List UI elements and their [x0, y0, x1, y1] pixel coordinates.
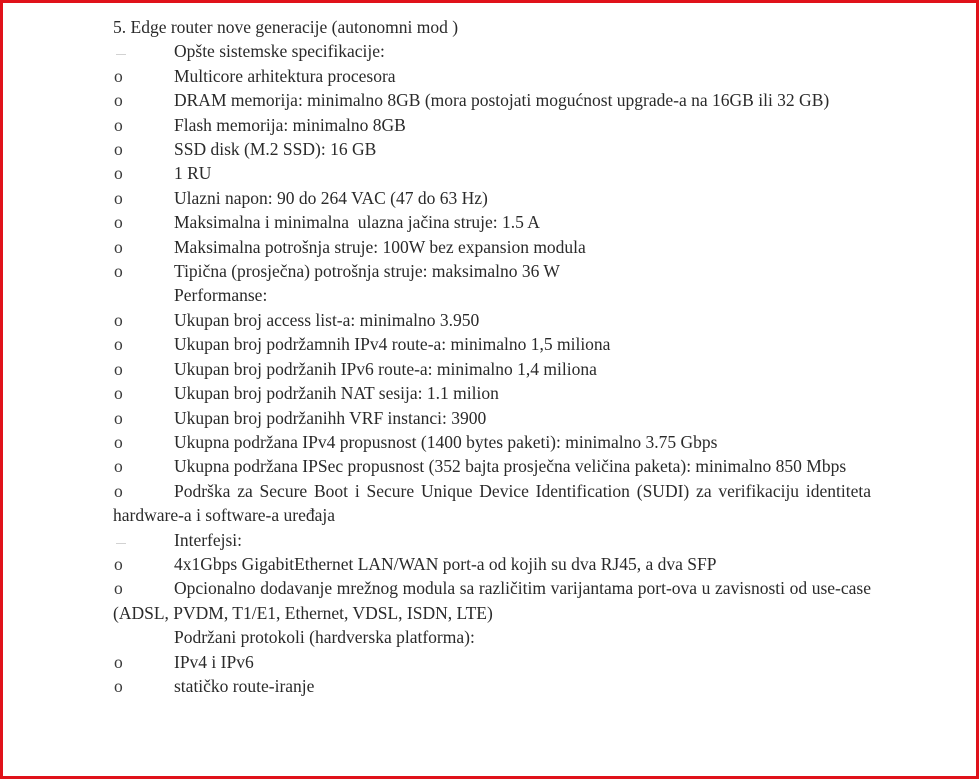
bullet-marker: o — [114, 212, 123, 233]
list-item: o Multicore arhitektura procesora — [113, 64, 871, 88]
section-heading-protocols: Podržani protokoli (hardverska platforma): — [174, 627, 475, 648]
bullet-marker: o — [114, 578, 123, 599]
bullet-marker: o — [114, 407, 123, 428]
list-item: o 4x1Gbps GigabitEthernet LAN/WAN port-a od kojih su dva RJ45, a dva SFP — [113, 552, 871, 576]
bullet-marker: o — [114, 431, 123, 452]
bullet-marker: o — [114, 383, 123, 404]
bullet-marker: o — [114, 114, 123, 135]
bullet-marker: o — [114, 309, 123, 330]
list-item: o Flash memorija: minimalno 8GB — [113, 113, 871, 137]
bullet-marker: o — [114, 553, 123, 574]
list-item: o Opcionalno dodavanje mrežnog modula sa različitim varijantama port-ova u zavisnosti od use-case (ADSL, PVDM, T1/E1, Ethernet, VDSL, ISDN, LTE) — [113, 578, 871, 623]
list-item: o Ukupna podržana IPv4 propusnost (1400 bytes paketi): minimalno 3.75 Gbps — [113, 430, 871, 454]
list-item: o Podrška za Secure Boot i Secure Unique Device Identification (SUDI) za verifikaciju identiteta hardware-a i software-a uređaja — [113, 480, 871, 526]
list-item: o Ukupan broj podržanih NAT sesija: 1.1 milion — [113, 381, 871, 405]
bullet-marker: o — [114, 480, 123, 501]
document-title: 5. Edge router nove generacije (autonomni mod ) — [113, 17, 459, 37]
bullet-marker: o — [114, 651, 123, 672]
section-heading-performance: Performanse: — [174, 285, 268, 306]
list-item: o Ukupan broj podržanih IPv6 route-a: minimalno 1,4 miliona — [113, 357, 871, 381]
list-item: o 1 RU — [113, 161, 871, 185]
list-item: o Ukupan broj podržamnih IPv4 route-a: minimalno 1,5 miliona — [113, 332, 871, 356]
list-item: o DRAM memorija: minimalno 8GB (mora postojati mogućnost upgrade-a na 16GB ili 32 GB) — [113, 88, 871, 112]
section-heading-general-specs: Opšte sistemske specifikacije: — [113, 39, 871, 63]
list-item: o SSD disk (M.2 SSD): 16 GB — [113, 137, 871, 161]
bullet-marker: o — [114, 187, 123, 208]
faint-dash-marker — [116, 543, 126, 544]
bullet-marker: o — [114, 139, 123, 160]
bullet-marker: o — [114, 334, 123, 355]
bullet-marker: o — [114, 90, 123, 111]
section-heading-interfaces: Interfejsi: — [113, 528, 871, 552]
list-item: o statičko route-iranje — [113, 674, 871, 698]
bullet-marker: o — [114, 236, 123, 257]
list-item: o Tipična (prosječna) potrošnja struje: maksimalno 36 W — [113, 259, 871, 283]
bullet-marker: o — [114, 65, 123, 86]
list-item: o Ulazni napon: 90 do 264 VAC (47 do 63 Hz) — [113, 186, 871, 210]
bullet-marker: o — [114, 456, 123, 477]
bullet-marker: o — [114, 675, 123, 696]
list-item: o Maksimalna potrošnja struje: 100W bez expansion modula — [113, 235, 871, 259]
list-item: o Ukupna podržana IPSec propusnost (352 bajta prosječna veličina paketa): minimalno 850 Mbps — [113, 454, 871, 478]
document-body — [113, 15, 871, 698]
list-item: o Maksimalna i minimalna ulazna jačina struje: 1.5 A — [113, 210, 871, 234]
list-item: o IPv4 i IPv6 — [113, 650, 871, 674]
list-item: o Ukupan broj access list-a: minimalno 3.950 — [113, 308, 871, 332]
faint-dash-marker — [116, 54, 126, 55]
bullet-marker: o — [114, 358, 123, 379]
bullet-marker: o — [114, 163, 123, 184]
list-item: o Ukupan broj podržanihh VRF instanci: 3900 — [113, 406, 871, 430]
bullet-marker: o — [114, 261, 123, 282]
